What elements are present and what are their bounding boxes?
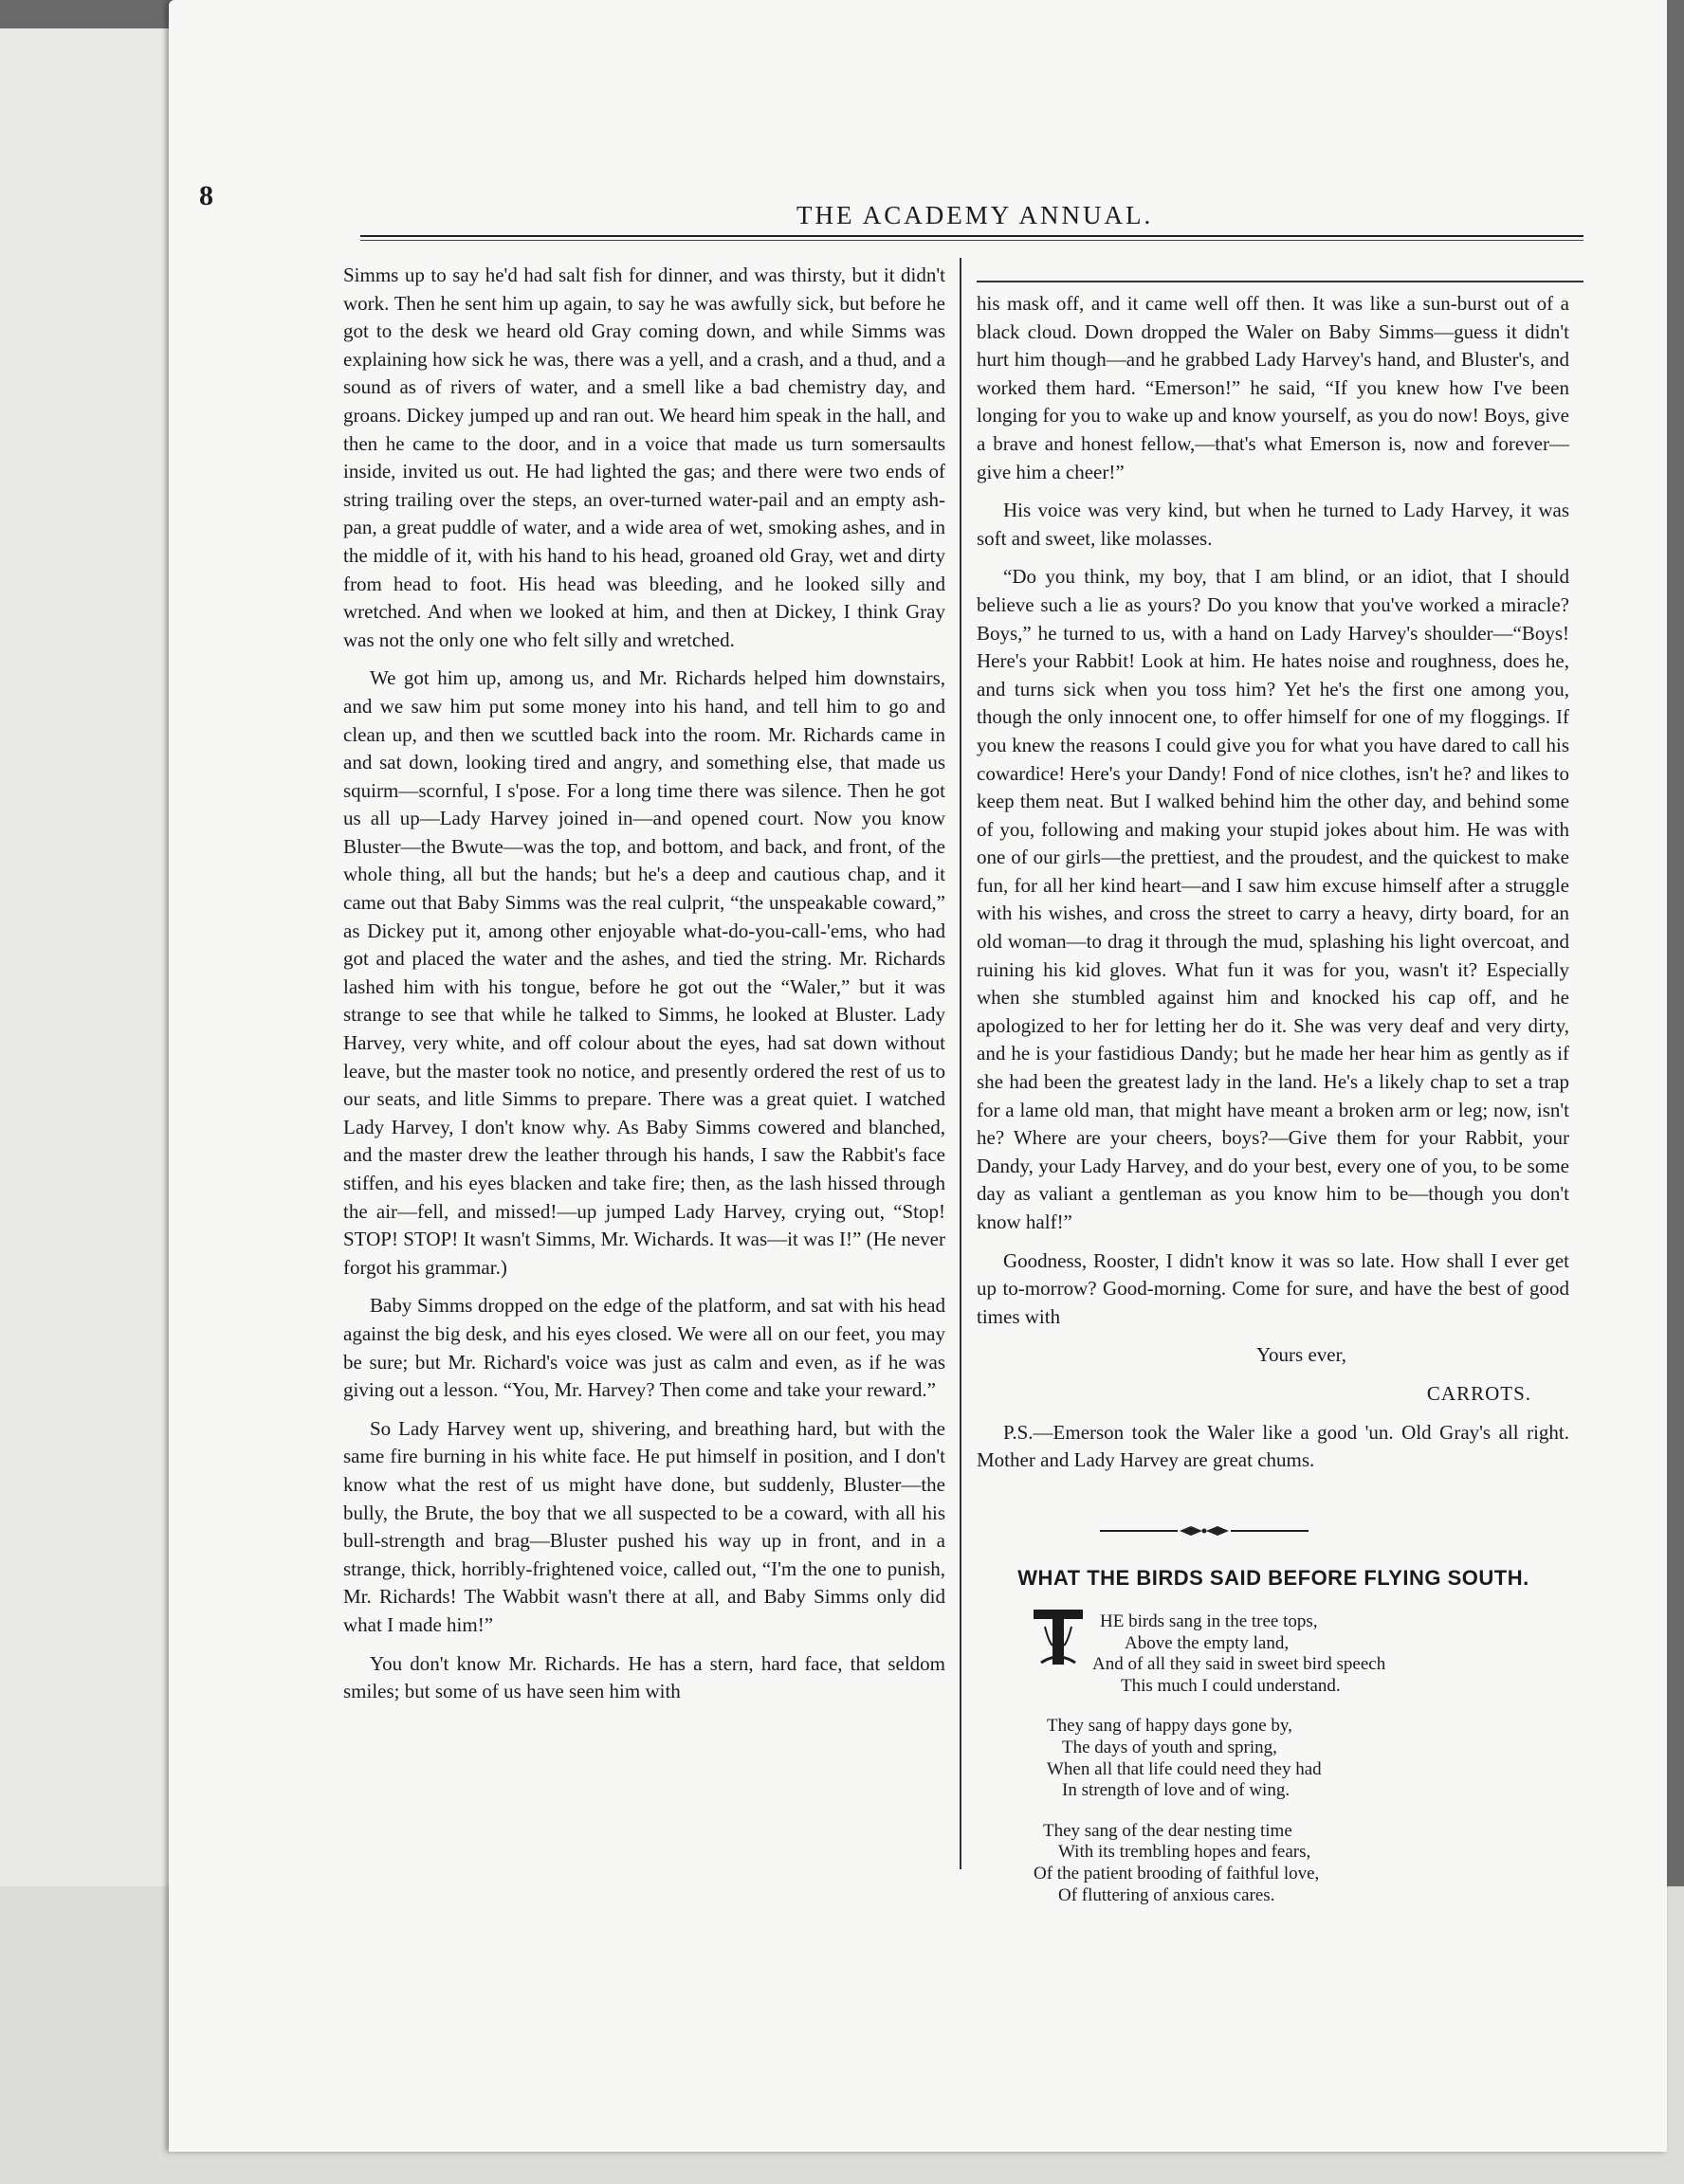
poem-line: They sang of happy days gone by, xyxy=(1047,1716,1292,1737)
poem-line: And of all they said in sweet bird speech xyxy=(1092,1654,1386,1675)
running-title: THE ACADEMY ANNUAL. xyxy=(796,201,1154,229)
paragraph: Baby Simms dropped on the edge of the platform, and sat with his head against the big desk, and his eyes closed. We were all on our feet, you may be sure; but Mr. Richard's voice was just as calm and even, as if he was giving out a lesson. “You, Mr. Harvey? Then come and take your reward.” xyxy=(343,1294,945,1402)
paragraph: We got him up, among us, and Mr. Richards helped him downstairs, and we saw him put some money into his hand, and tell him to go and clean up, and then we scuttled back into the room. Mr. Richards came in and sat down, looking tired and angry, and something else, that made us squirm—scornful, I s'pose. For a long time there was silence. Then he got us all up—Lady Harvey joined in—and opened court. Now you know Bluster—the Bwute—was the top, and bottom, and back, and front, of the whole thing, all but the hands; but he's a deep and cautious chap, and it came out that Baby Simms was the real culprit, “the unspeakable coward,” as Dickey put it, among other enjoyable what-do-you-call-'ems, who had got and placed the water and the ashes, and tied the string. Mr. Richards lashed him with his tongue, before he got out the “Waler,” but it was strange to see that while he talked to Simms, he looked at Bluster. Lady Harvey, very white, and off colour about the eyes, had sat down without leave, but the master took no notice, and presently ordered the rest of us to our seats, and litle Simms to prepare. There was a great quiet. I watched Lady Harvey, I don't know why. As Baby Simms cowered and blanched, and the master drew the leather through his hands, I saw the Rabbit's face stiffen, and his eyes blacken and take fire; then, as the lash hissed through the air—fell, and missed!—up jumped Lady Harvey, crying out, “Stop! STOP! STOP! It wasn't Simms, Mr. Wichards. It was—it was I!” (He never forgot his grammar.) xyxy=(343,666,945,1279)
ornament-divider xyxy=(1100,1524,1309,1538)
poem-stanza xyxy=(1034,1821,1546,1906)
underlying-page-edge xyxy=(0,28,181,2114)
poem-line: HE birds sang in the tree tops, xyxy=(1100,1611,1318,1631)
left-column xyxy=(343,262,945,1717)
paragraph: You don't know Mr. Richards. He has a stern, hard face, that seldom smiles; but some of us have seen him with xyxy=(343,1651,945,1703)
poem-stanza xyxy=(1034,1611,1546,1697)
paragraph: “Do you think, my boy, that I am blind, or an idiot, that I should believe such a lie as yours? Do you know that you've worked a miracle? Boys,” he turned to us, with a hand on Lady Harvey's shoulder—“Boys! Here's your Rabbit! Look at him. He hates noise and roughness, does he, and turns sick when you toss him? Yet he's the first one among you, though the only innocent one, to offer himself for one of my floggings. If you knew the reasons I could give you for what you have dared to call his cowardice! Here's your Dandy! Fond of nice clothes, isn't he? and likes to keep them neat. But I walked behind him the other day, and behind some of you, following and making your stupid jokes about him. He was with one of our girls—the prettiest, and the proudest, and the quickest to make fun, for all her kind heart—and I saw him excuse himself after a struggle with his wishes, and cross the street to carry a heavy, dirty board, for an old woman—to drag it through the mud, splashing his light overcoat, and ruining his kid gloves. What fun it was for you, wasn't it? Especially when she stumbled against him and knocked his cap off, and he apologized to her for letting her do it. She was very deaf and very dirty, and he is your fastidious Dandy; but he made her hear him as gently as if she had been the greatest lady in the land. He's a likely chap to set a trap for a lame old man, that might have meant a broken arm or leg; now, isn't he? Where are your cheers, boys?—Give them for your Rabbit, your Dandy, your Lady Harvey, and do your best, every one of you, to be some day as valiant a gentleman as you know him to be—though you don't know half!” xyxy=(977,565,1569,1233)
paragraph: Simms up to say he'd had salt fish for dinner, and was thirsty, but it didn't work. Then he sent him up again, to say he was awfully sick, but before he got to the desk we heard old Gray coming down, and while Simms was explaining how sick he was, there was a yell, and a crash, and a thud, and a sound as of rivers of water, and a smell like a bad chemistry day, and groans. Dickey jumped up and ran out. We heard him speak in the hall, and then he came to the door, and in a voice that made us turn somersaults inside, invited us out. He had lighted the gas; and there were two ends of string trailing over the steps, an over-turned water-pail and an empty ash-pan, a great puddle of water, and a wide area of wet, smoking ashes, and in the middle of it, with his hand to his head, groaned old Gray, wet and dirty from head to foot. His head was bleeding, and he looked silly and wretched. And when we looked at him, and then at Dickey, I think Gray was not the only one who felt silly and wretched. xyxy=(343,264,945,651)
page-number: 8 xyxy=(199,180,213,211)
postscript: P.S.—Emerson took the Waler like a good 'un. Old Gray's all right. Mother and Lady Harvey are great chums. xyxy=(977,1420,1569,1472)
poem-line: Of fluttering of anxious cares. xyxy=(1058,1884,1275,1905)
signature: CARROTS. xyxy=(1426,1381,1531,1405)
paragraph: Goodness, Rooster, I didn't know it was so late. How shall I ever get up to-morrow? Good-morning. Come for sure, and have the best of good times with xyxy=(977,1248,1569,1328)
poem xyxy=(1034,1611,1546,1925)
paragraph: So Lady Harvey went up, shivering, and breathing hard, but with the same fire burning in his white face. He put himself in position, and I don't know what the rest of us might have done, but suddenly, Bluster—the bully, the Brute, the boy that we all suspected to be a coward, with all his bull-strength and brag—Bluster pushed his way up in front, and in a strange, thick, horribly-frightened voice, called out, “I'm the one to punish, Mr. Richards! The Wabbit wasn't there at all, and Baby Simms only did what I made him!” xyxy=(343,1416,945,1636)
poem-line: The days of youth and spring, xyxy=(1062,1737,1277,1757)
column-divider xyxy=(960,258,961,1869)
closing-line: Yours ever, xyxy=(1255,1343,1347,1367)
poem-stanza xyxy=(1034,1716,1546,1801)
poem-line: Above the empty land, xyxy=(1125,1632,1290,1653)
header-rule-thin xyxy=(360,240,1583,241)
poem-line: When all that life could need they had xyxy=(1047,1758,1322,1779)
paragraph: his mask off, and it came well off then. It was like a sun-burst out of a black cloud. Down dropped the Waler on Baby Simms—guess it didn't hurt him though—and he grabbed Lady Harvey's hand, and Bluster's, and worked them hard. “Emerson!” he said, “If you knew how I've been longing for you to wake up and know yourself, as you do now! Boys, give a brave and honest fellow,—that's what Emerson is, now and forever—give him a cheer!” xyxy=(977,292,1569,483)
right-column xyxy=(977,290,1569,1485)
poem-line: This much I could understand. xyxy=(1121,1675,1341,1696)
poem-line: Of the patient brooding of faithful love, xyxy=(1034,1863,1320,1884)
poem-line: In strength of love and of wing. xyxy=(1062,1780,1290,1801)
right-column-top-rule xyxy=(977,281,1583,282)
poem-line: They sang of the dear nesting time xyxy=(1043,1820,1292,1841)
header-rule xyxy=(360,235,1583,237)
paragraph: His voice was very kind, but when he turned to Lady Harvey, it was soft and sweet, like molasses. xyxy=(977,499,1569,550)
poem-line: With its trembling hopes and fears, xyxy=(1058,1842,1311,1863)
poem-title: WHAT THE BIRDS SAID BEFORE FLYING SOUTH. xyxy=(1017,1566,1529,1590)
